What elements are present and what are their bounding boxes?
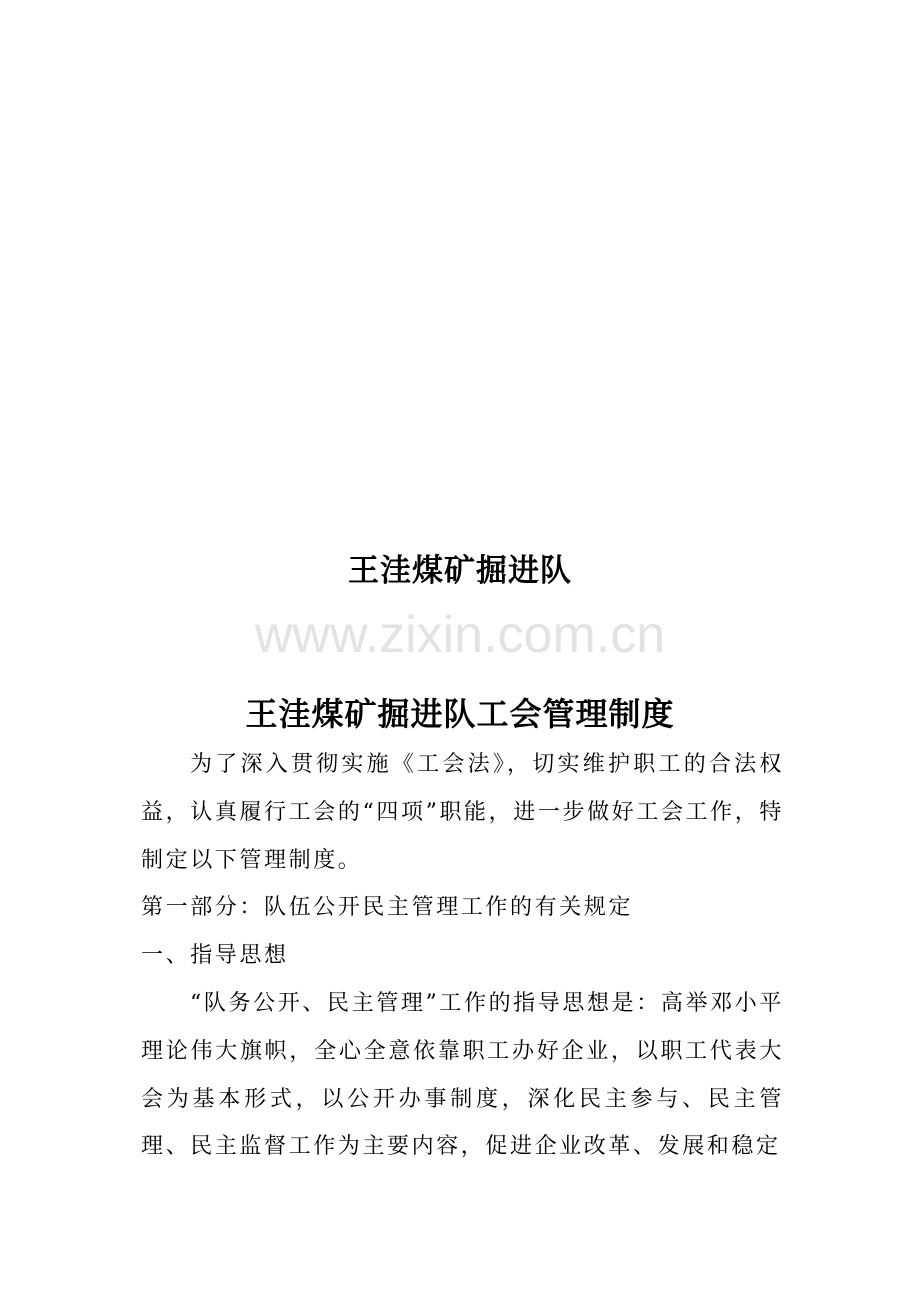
intro-paragraph: 为了深入贯彻实施《工会法》，切实维护职工的合法权益，认真履行工会的“四项”职能，进一步做好工会工作，特制定以下管理制度。 <box>141 752 784 873</box>
cover-title: 王洼煤矿掘进队 <box>348 553 572 589</box>
watermark: www.zixin.com.cn <box>254 606 666 664</box>
document-body <box>141 741 784 1171</box>
section-paragraph: “队务公开、民主管理”工作的指导思想是：高举邓小平理论伟大旗帜，全心全意依靠职工办好企业，以职工代表大会为基本形式，以公开办事制度，深化民主参与、民主管理、民主监督工作为主要内容，促进企业改革、发展和稳定 <box>141 990 784 1160</box>
part-heading: 第一部分：队伍公开民主管理工作的有关规定 <box>141 895 634 921</box>
section-heading: 一、指导思想 <box>141 943 289 969</box>
document-title: 王洼煤矿掘进队工会管理制度 <box>245 695 675 733</box>
